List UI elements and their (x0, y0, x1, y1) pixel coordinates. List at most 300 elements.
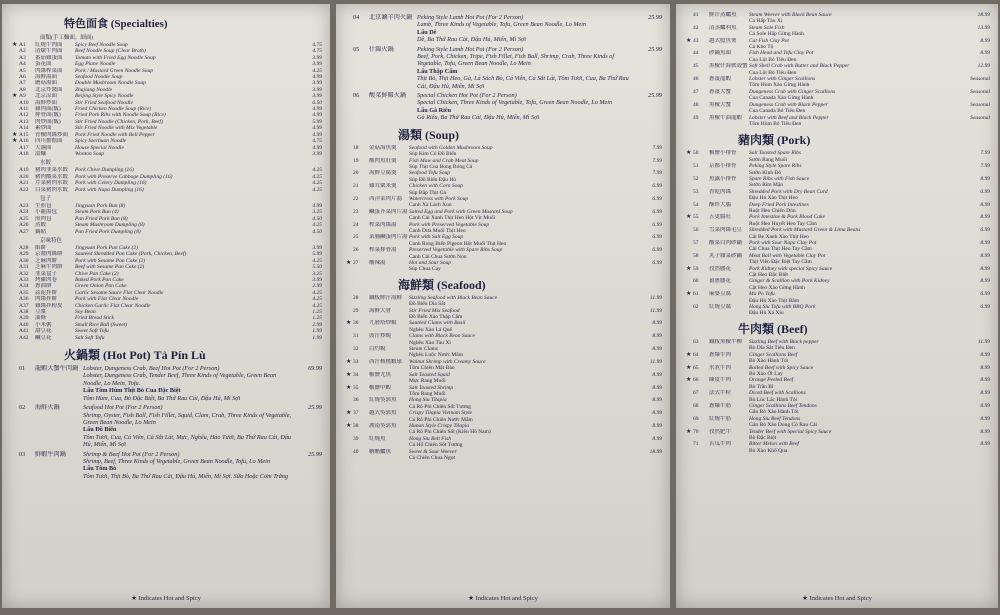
item-vietnamese-name: Cá Chiên Chua Ngọt (409, 454, 455, 461)
item-description (749, 12, 964, 25)
item-vietnamese-name: Cật Heo Đặc Biệt (749, 272, 788, 279)
item-number: 38 (353, 422, 359, 429)
item-chinese-name: 黑椒牛油龍蝦 (709, 114, 743, 121)
item-price: 2.99 (312, 283, 322, 290)
item-english-name: Steam Sole Fish (749, 24, 785, 31)
menu-item (686, 291, 990, 304)
item-description (409, 260, 636, 273)
spicy-star-icon: ★ (686, 37, 692, 44)
item-chinese-name: 鮮蝦牛肉鍋 (35, 450, 66, 458)
menu-item (686, 63, 990, 76)
item-price: 25.99 (308, 450, 322, 458)
menu-item (686, 102, 990, 115)
menu-item (346, 359, 662, 372)
spicy-legend: ★ Indicates Hot and Spicy (802, 595, 872, 602)
item-description (749, 390, 964, 403)
item-ingredients: Shrimp, Oyster, Fish Ball, Fish Fillet, Squid, Clam, Crab, Three Kinds of Vegetable, Green Bean Noodle, Lo Mein (83, 411, 292, 426)
item-english-name: Ginger Scallions Beef Tendons (749, 402, 817, 409)
item-number: A11 (19, 106, 29, 113)
item-vietnamese-name: Sườn Rang Muối (749, 156, 787, 163)
item-vietnamese-name: Cá Hố Chiên Sốt Tương (409, 442, 463, 449)
item-vietnamese-name: Súp Chua Cay (409, 266, 441, 273)
menu-item (346, 170, 662, 183)
item-number: A27 (19, 228, 29, 235)
item-description (749, 115, 964, 128)
item-chinese-name: 海鮮炒面 (35, 99, 58, 106)
item-chinese-name: 越式吳郭魚 (369, 410, 397, 417)
item-chinese-name: 紅燒吳郭魚 (369, 397, 397, 404)
item-price: 7.99 (652, 157, 662, 164)
item-vietnamese-ingredients: Tôm Tươi, Cua, Cá Viên, Cá Sắt Lát, Mực, Nghêu, Hào Tươi, Ba Thứ Rau Cải, Đậu Hủ, Miến, Mì Sợi (83, 433, 292, 449)
item-number: 32 (353, 346, 359, 353)
item-english-name: Sizzling Beef with Black pepper (749, 338, 819, 345)
item-chinese-name: 鐵板鮮汁海鮮 (369, 294, 403, 301)
item-price: 7.99 (652, 170, 662, 177)
item-english-name: Pork Intestine & Pork Blood Cake (749, 214, 825, 221)
item-description (83, 404, 296, 448)
item-number: A24 (19, 209, 29, 216)
item-ingredients: Lobster, Dungeness Crab, Tender Beef, Three Kinds of Vegetable, Green Bean Noodle, Lo Mein, Tofu. (83, 372, 277, 387)
item-description (409, 247, 636, 260)
item-english-name: Stir Fried Seafood Noodle (75, 99, 133, 106)
item-english-name: Spare Ribs with Fish Sauce (749, 175, 810, 182)
item-description (409, 222, 636, 235)
item-price: 4.25 (312, 180, 322, 187)
item-chinese-name: 菜脯鹹蛋肉片湯 (369, 234, 408, 241)
item-vietnamese-name: Sườn Kinh Đô (749, 169, 782, 176)
menu-item (686, 304, 990, 317)
item-ingredients: Lamb, Three Kinds of Vegetable, Tofu, Green Bean Noodle, Lo Mein (417, 21, 587, 29)
item-chinese-name: 薑蔥腰花 (709, 278, 732, 285)
item-chinese-name: 鹹豆花 (35, 334, 52, 341)
item-price: 3.99 (312, 54, 322, 61)
item-english-name: Jingyuan Pork Pan Cake (2) (75, 244, 138, 251)
item-price: 6.99 (980, 304, 990, 311)
menu-panel-middle (336, 4, 670, 608)
item-description (749, 214, 964, 227)
item-number: 68 (693, 402, 699, 409)
menu-item (346, 295, 662, 308)
item-english-name: Seafood with Golden Mushroom Soup (409, 144, 493, 151)
item-chinese-name: 豬肉酸菜水餃 (35, 173, 69, 180)
item-chinese-name: 番茄雞蛋面 (35, 54, 63, 61)
menu-item (12, 335, 322, 341)
item-price: 6.99 (652, 208, 662, 215)
item-chinese-name: 榨菜肉絲湯 (369, 221, 397, 228)
menu-item (686, 89, 990, 102)
item-price: 6.99 (980, 188, 990, 195)
item-number: A35 (19, 289, 29, 296)
item-vietnamese-name: Cua Canada Xào Gừng Hành (749, 95, 814, 102)
item-description (417, 92, 636, 122)
item-number: 43 (693, 37, 699, 44)
item-number: A26 (19, 222, 29, 229)
spicy-star-icon: ★ (346, 320, 352, 327)
item-vietnamese-name: Sườn Rim Mặn (749, 182, 784, 189)
item-number: A2 (19, 48, 26, 55)
item-chinese-name: 蔥爆牛肉 (709, 351, 732, 358)
item-price: 25.99 (648, 14, 662, 21)
item-number: 33 (353, 358, 359, 365)
item-english-name: Seafood Noodle Soup (75, 74, 123, 81)
item-english-name: Double Mushroom Noodle Soup (75, 80, 146, 87)
item-vietnamese-name: Cá Hấp Tàu Xì (749, 18, 783, 25)
item-number: 26 (353, 247, 359, 254)
item-number: A5 (19, 67, 26, 74)
item-number: 58 (693, 252, 699, 259)
item-price: 4.75 (312, 42, 322, 48)
subheading-dumplings: 水餃 (40, 160, 52, 167)
item-description (749, 63, 964, 76)
item-vietnamese-name: Canh Cải Chua Sườn Non (409, 253, 467, 260)
menu-item (346, 436, 662, 449)
item-vietnamese-name: Cải Bẹ Xanh Xào Thịt Heo (749, 233, 809, 240)
spicy-star-icon: ★ (686, 291, 692, 298)
item-chinese-name: 排骨面(飯) (35, 112, 61, 119)
item-english-name: Tender Beef with Special Spicy Sauce (749, 428, 832, 435)
menu-item (686, 163, 990, 176)
item-english-name: Dungeness Crab with Black Pepper (749, 101, 828, 108)
item-vietnamese-name: Cá Kho Tộ (749, 44, 774, 51)
item-number: 01 (19, 365, 26, 373)
item-number: 49 (693, 114, 699, 121)
item-price: 6.99 (980, 291, 990, 298)
item-english-name: Fried Pork Ribs with Noodle Soup (Rice) (75, 112, 166, 119)
item-english-name: Peking Style Spare Ribs (749, 163, 802, 170)
item-number: 54 (693, 201, 699, 208)
spicy-star-icon: ★ (686, 428, 692, 435)
item-number: A36 (19, 296, 29, 303)
item-price: 8.99 (980, 175, 990, 182)
item-vietnamese-name: Bò Xào Khổ Qua (749, 447, 788, 454)
item-chinese-name: 酸辣湯 (369, 260, 386, 266)
menu-item (346, 423, 662, 436)
item-price: 8.99 (980, 415, 990, 422)
item-price: 13.99 (977, 24, 990, 31)
item-price: 11.99 (650, 307, 662, 314)
item-price: 8.99 (980, 351, 990, 358)
item-vietnamese-ingredients: Dê, Ba Thứ Rau Cải, Đậu Hủ, Miến, Mì Sợi (417, 36, 526, 44)
spicy-star-icon: ★ (12, 131, 18, 138)
item-number: 21 (353, 183, 359, 190)
item-price: 6.99 (980, 227, 990, 234)
item-description (749, 240, 964, 253)
item-english-name: Steam Clams (409, 346, 438, 353)
item-chinese-name: 雪菜肉絲毛豆 (709, 227, 743, 234)
item-english-name: Pork Kidney with special Spicy Sauce (749, 265, 833, 272)
item-price: 4.25 (312, 67, 322, 74)
item-price: 8.99 (980, 214, 990, 221)
item-number: A32 (19, 270, 29, 277)
spicy-star-icon: ★ (686, 377, 692, 384)
item-vietnamese-name: Lẩu Dê (417, 28, 437, 36)
item-price: 8.99 (980, 377, 990, 384)
item-number: 05 (353, 45, 360, 53)
item-price: 6.99 (652, 234, 662, 241)
item-english-name: Steam Mushroom Dumpling (8) (75, 222, 145, 229)
subheading-noodles: 面類(手工麵面、細面) (40, 35, 94, 41)
spicy-star-icon: ★ (686, 150, 692, 157)
item-vietnamese-name: Lẩu Đồ Biển (83, 426, 117, 434)
spicy-star-icon: ★ (686, 351, 692, 358)
item-chinese-name: 溫麵 (35, 150, 47, 157)
item-number: 18 (353, 144, 359, 151)
item-number: 24 (353, 221, 359, 228)
item-chinese-name: 豉汁炒蜆 (369, 333, 392, 340)
list-seafood (346, 295, 662, 462)
item-english-name: Egg Plane Noodle (75, 61, 116, 68)
item-ingredients: Special Chicken, Three Kinds of Vegetable, Tofu, Green Bean Noodle, Lo Mein (417, 99, 613, 107)
list-buns (12, 203, 322, 235)
menu-item (686, 50, 990, 63)
spicy-star-icon: ★ (12, 93, 18, 100)
item-number: A14 (19, 125, 29, 132)
item-description (409, 145, 636, 158)
menu-item (346, 183, 662, 196)
item-description (409, 158, 636, 171)
item-description (409, 170, 636, 183)
menu-item (346, 308, 662, 321)
item-vietnamese-ingredients: Tôm Tươi, Thịt Bò, Ba Thứ Rau Cải, Đậu Hủ, Miến, Mì Sợi. Sữa Hoặc Cơm Trắng (83, 472, 288, 480)
item-english-name: Lobster with Ginger Scallions (749, 76, 816, 83)
item-vietnamese-name: Cải Chua Thịt Heo Tay Cầm (749, 246, 812, 253)
item-chinese-name: 芹菜豬肉水餃 (35, 180, 69, 187)
item-chinese-name: 糖醋鱸魚 (369, 448, 392, 455)
item-vietnamese-name: Cá Rô Phi Chiên Sốt (Kiểu Hồ Nam) (409, 429, 491, 436)
item-number: 50 (693, 150, 699, 157)
item-price: 5.50 (312, 264, 322, 271)
item-vietnamese-name: Cua Lột Bỏ Tiêu Đen (749, 69, 797, 76)
item-english-name: Fish Head and Tofu Clay Pot (749, 50, 814, 57)
item-chinese-name: 金菇海魚羹 (369, 144, 397, 151)
item-number: 41 (693, 12, 699, 18)
menu-item (686, 202, 990, 215)
item-english-name: Ginger Scallions Beef (749, 351, 798, 358)
item-number: A6 (19, 74, 26, 81)
section-title-beef: 牛肉類 (Beef) (738, 321, 808, 336)
item-english-name: Crispy Tilapia Vietnam Style (409, 410, 472, 417)
item-price: 6.99 (652, 183, 662, 190)
item-vietnamese-name: Bò Xào Hành Tỏi (749, 358, 789, 365)
item-price: 8.99 (652, 435, 662, 442)
item-chinese-name: 紅燒牛筋 (709, 415, 732, 422)
item-vietnamese-ingredients: Tôm Hùm, Cua, Bò Đặc Biệt, Ba Thứ Rau Cải, Đậu Hủ, Mì Sợi (83, 394, 241, 402)
spicy-star-icon: ★ (686, 364, 692, 371)
section-title-seafood: 海鮮類 (Seafood) (398, 277, 486, 292)
item-chinese-name: 蔥薑大蟹 (709, 88, 732, 95)
list-pancakes (12, 245, 322, 341)
list-noodles (12, 42, 322, 157)
spicy-star-icon: ★ (686, 265, 692, 272)
item-price: 11.99 (650, 358, 662, 365)
spicy-star-icon: ★ (346, 422, 352, 429)
item-description (749, 403, 964, 416)
item-number: A41 (19, 328, 29, 335)
item-description (409, 234, 636, 247)
item-english-name: Seafood Hot Pot (For 2 Person) (83, 404, 163, 412)
item-chinese-name: 龍蝦大蟹牛肉鍋 (35, 365, 79, 373)
menu-item (346, 46, 662, 90)
item-chinese-name: 法式牛粒 (709, 390, 732, 397)
item-vietnamese-name: Bò Đặc Biệt (749, 434, 777, 441)
item-description (749, 163, 964, 176)
item-chinese-name: 丸子雜菜砂鍋 (709, 252, 743, 259)
list-pork (686, 150, 990, 317)
subheading-buns: 包子 (40, 195, 52, 202)
item-vietnamese-name: Cá Rô Phi Chiên Nước Mắm (409, 416, 473, 423)
menu-item (346, 385, 662, 398)
item-vietnamese-name: Mực Rang Muối (409, 378, 446, 385)
menu-item (686, 115, 990, 128)
item-number: A16 (19, 138, 29, 145)
menu-item (686, 253, 990, 266)
menu-item (686, 189, 990, 202)
item-number: A1 (19, 42, 26, 48)
item-english-name: Peking Style Lamb Hot Pot (For 2 Person) (417, 45, 524, 53)
item-chinese-name: 雞茸粟米羹 (369, 183, 397, 190)
item-english-name: Peking Style Lamb Hot Pot (For 2 Person) (417, 14, 524, 21)
item-vietnamese-name: Nghêu Luộc Nước Mắm (409, 352, 464, 359)
item-chinese-name: 烤雞肉卷 (35, 277, 58, 283)
item-price: Seasonal (970, 88, 990, 95)
item-chinese-name: 煎肉包 (35, 215, 52, 222)
item-vietnamese-name: Đậu Hủ Xào Thịt Heo (749, 195, 798, 202)
spicy-star-icon: ★ (686, 214, 692, 221)
menu-item (12, 151, 322, 157)
item-number: 44 (693, 50, 699, 57)
item-number: 45 (693, 63, 699, 70)
item-vietnamese-name: Cá Sole Hấp Gừng Hành (749, 31, 804, 38)
item-english-name: Salt Toasted Spare Ribs (749, 150, 802, 157)
item-vietnamese-name: Tôm Rang Muối (409, 390, 446, 397)
item-description (749, 76, 964, 89)
item-price: 3.99 (312, 150, 322, 157)
item-description (749, 441, 964, 454)
item-number: 71 (693, 441, 699, 448)
item-chinese-name: 雞絲拌粉皮 (35, 302, 63, 309)
item-chinese-name: 鐵板黑椒牛柳 (709, 338, 743, 345)
item-english-name: Beef Noodle Soup (Clear Broth) (75, 48, 146, 55)
menu-item (346, 320, 662, 333)
item-english-name: Pork / Mustard Green Noodle Soup (75, 67, 153, 74)
item-english-name: Watercress with Pork Soup (409, 195, 469, 202)
item-price: 4.99 (312, 112, 322, 119)
menu-item (346, 260, 662, 273)
item-price: 8.99 (652, 422, 662, 429)
item-english-name: Lobster, Dungeness Crab, Beef Hot Pot (For 2 Person) (83, 365, 220, 373)
item-chinese-name: 水煮牛肉 (709, 364, 732, 371)
item-english-name: Sautéed Clams with Basil (409, 320, 466, 327)
item-english-name: Fried Bread Stick (75, 315, 114, 322)
item-price: 8.99 (980, 240, 990, 246)
item-price: 4.99 (312, 131, 322, 138)
item-english-name: Sautéed Shredded Pan Cake (Pork, Chicken, Beef) (75, 251, 187, 258)
menu-item (686, 429, 990, 442)
menu-item (346, 247, 662, 260)
item-chinese-name: 芝麻肉餅 (35, 257, 58, 264)
item-number: 19 (353, 157, 359, 164)
item-vietnamese-name: Gân Bò Xào Dong Cô Rau Cải (749, 422, 818, 429)
item-chinese-name: 西汁核桃蝦球 (369, 358, 403, 365)
item-price: 3.99 (312, 277, 322, 283)
spicy-star-icon: ★ (12, 138, 18, 145)
item-description (83, 451, 296, 481)
item-number: 47 (693, 88, 699, 95)
item-english-name: Fried Chicken Noodle Soup (Rice) (75, 106, 152, 113)
item-chinese-name: 酸菜白肉砂鍋 (709, 240, 743, 246)
item-chinese-name: 油條 (35, 315, 47, 322)
item-price: 8.99 (652, 346, 662, 353)
item-price: 8.99 (980, 265, 990, 272)
item-vietnamese-name: Bò Dĩa Sắt Tiêu Đen (749, 345, 795, 352)
item-description (417, 46, 636, 90)
item-english-name: Sweet & Sour Weever (409, 448, 457, 455)
item-english-name: Jingyuan Pork Bun (8) (75, 202, 126, 209)
item-price: 8.99 (980, 441, 990, 448)
item-description (409, 308, 636, 321)
item-number: A29 (19, 251, 29, 258)
item-number: A3 (19, 54, 26, 61)
item-vietnamese-name: Nghêu Xào Lá Quế (409, 326, 452, 333)
menu-item (346, 346, 662, 359)
item-english-name: Pork with Sesame Pan Cake (2) (75, 257, 146, 264)
item-chinese-name: 雞肉面(飯) (35, 106, 61, 113)
item-number: 40 (353, 448, 359, 455)
item-price: 1.25 (312, 309, 322, 316)
item-english-name: Steam Weever with Black Bean Sauce (749, 12, 832, 18)
item-english-name: Seafood Tofu Soup (409, 170, 451, 177)
item-vietnamese-name: Tôm Hùm Bỏ Tiêu Đen (749, 120, 802, 127)
item-number: 36 (353, 397, 359, 404)
list-beef (686, 339, 990, 454)
item-description (749, 429, 964, 442)
item-number: 04 (353, 14, 360, 21)
item-english-name: Ginger & Scallion with Pork Kidney (749, 278, 830, 285)
item-number: 46 (693, 76, 699, 83)
item-chinese-name: 苦瓜牛肉 (709, 441, 732, 448)
item-description (749, 202, 964, 215)
item-price: 5.99 (312, 118, 322, 125)
item-number: 63 (693, 338, 699, 345)
menu-item (686, 176, 990, 189)
item-number: 53 (693, 188, 699, 195)
item-description (409, 423, 636, 436)
item-description (749, 416, 964, 429)
menu-item (12, 451, 322, 481)
item-english-name: Garlic Sesame Sauce Flat Clear Noodle (75, 289, 164, 296)
item-vietnamese-name: Canh Cải Xanh Thịt Heo Hột Vịt Muối (409, 215, 496, 222)
item-chinese-name: 椒鹽尤魚 (369, 371, 392, 378)
menu-item (686, 214, 990, 227)
item-english-name: Pork with Celery Dumpling (16) (75, 180, 147, 187)
item-vietnamese-ingredients: Thịt Bò, Thịt Heo, Gà, Lá Sách Bò, Cá Viên, Cá Sắt Lát, Tôm Tươi, Cua, Ba Thứ Rau Cải, Đậu Hủ, Miến, Mì Sợi (417, 75, 629, 90)
section-title-soup: 湯類 (Soup) (398, 127, 460, 142)
item-english-name: Salt Toasted Shrimp (409, 384, 454, 391)
item-chinese-name: 蔥薑龍蝦 (709, 76, 732, 83)
item-number: 52 (693, 175, 699, 182)
menu-item (346, 145, 662, 158)
item-english-name: Steam Pork Bun (4) (75, 209, 119, 216)
item-chinese-name: 大滷面 (35, 144, 52, 151)
item-vietnamese-name: Canh Rong Biển Pigeon Hột Muối Thịt Heo (409, 240, 507, 247)
item-english-name: Pork Chive Dumpling (16) (75, 167, 134, 174)
item-english-name: Bitter Melon with Beef (749, 441, 799, 448)
menu-item (686, 365, 990, 378)
item-vietnamese-name: Lẩu Tôm Bò (83, 465, 117, 473)
item-chinese-name: 肉炒面(飯) (35, 118, 61, 125)
item-number: 61 (693, 291, 699, 298)
list-fish (686, 12, 990, 127)
